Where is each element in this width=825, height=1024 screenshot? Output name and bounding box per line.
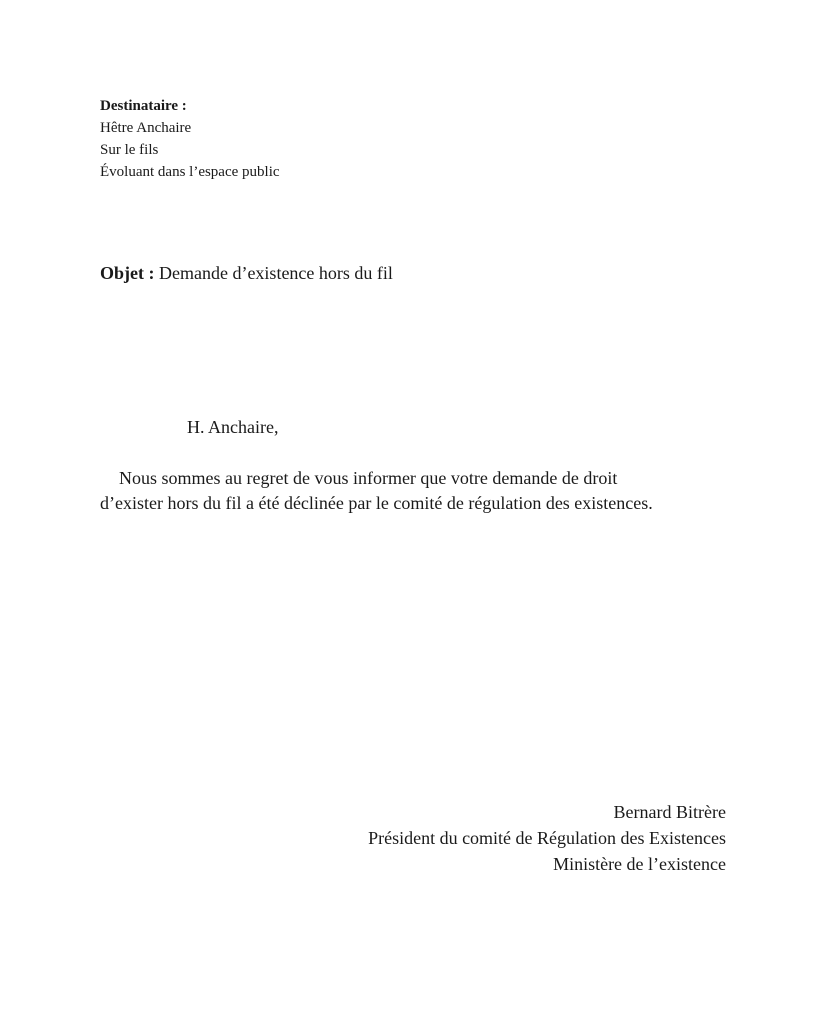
body-line-1: Nous sommes au regret de vous informer que votre demande de droit [119, 468, 618, 488]
letter-body [100, 466, 720, 516]
subject-line [100, 261, 393, 285]
signatory-title: Président du comité de Régulation des Existences [368, 828, 726, 848]
signature-block [368, 799, 726, 877]
recipient-address-line-2: Évoluant dans l’espace public [100, 164, 280, 180]
body-line-2: d’exister hors du fil a été déclinée par le comité de régulation des existences. [100, 493, 653, 513]
subject-text: Demande d’existence hors du fil [158, 263, 393, 283]
signatory-name: Bernard Bitrère [613, 802, 726, 822]
recipient-label: Destinataire : [100, 98, 187, 114]
signatory-organization: Ministère de l’existence [553, 854, 726, 874]
subject-label: Objet : [100, 263, 155, 283]
salutation: H. Anchaire, [187, 417, 279, 437]
recipient-block [100, 95, 280, 183]
recipient-name: Hêtre Anchaire [100, 120, 192, 136]
recipient-address-line-1: Sur le fils [100, 142, 159, 158]
